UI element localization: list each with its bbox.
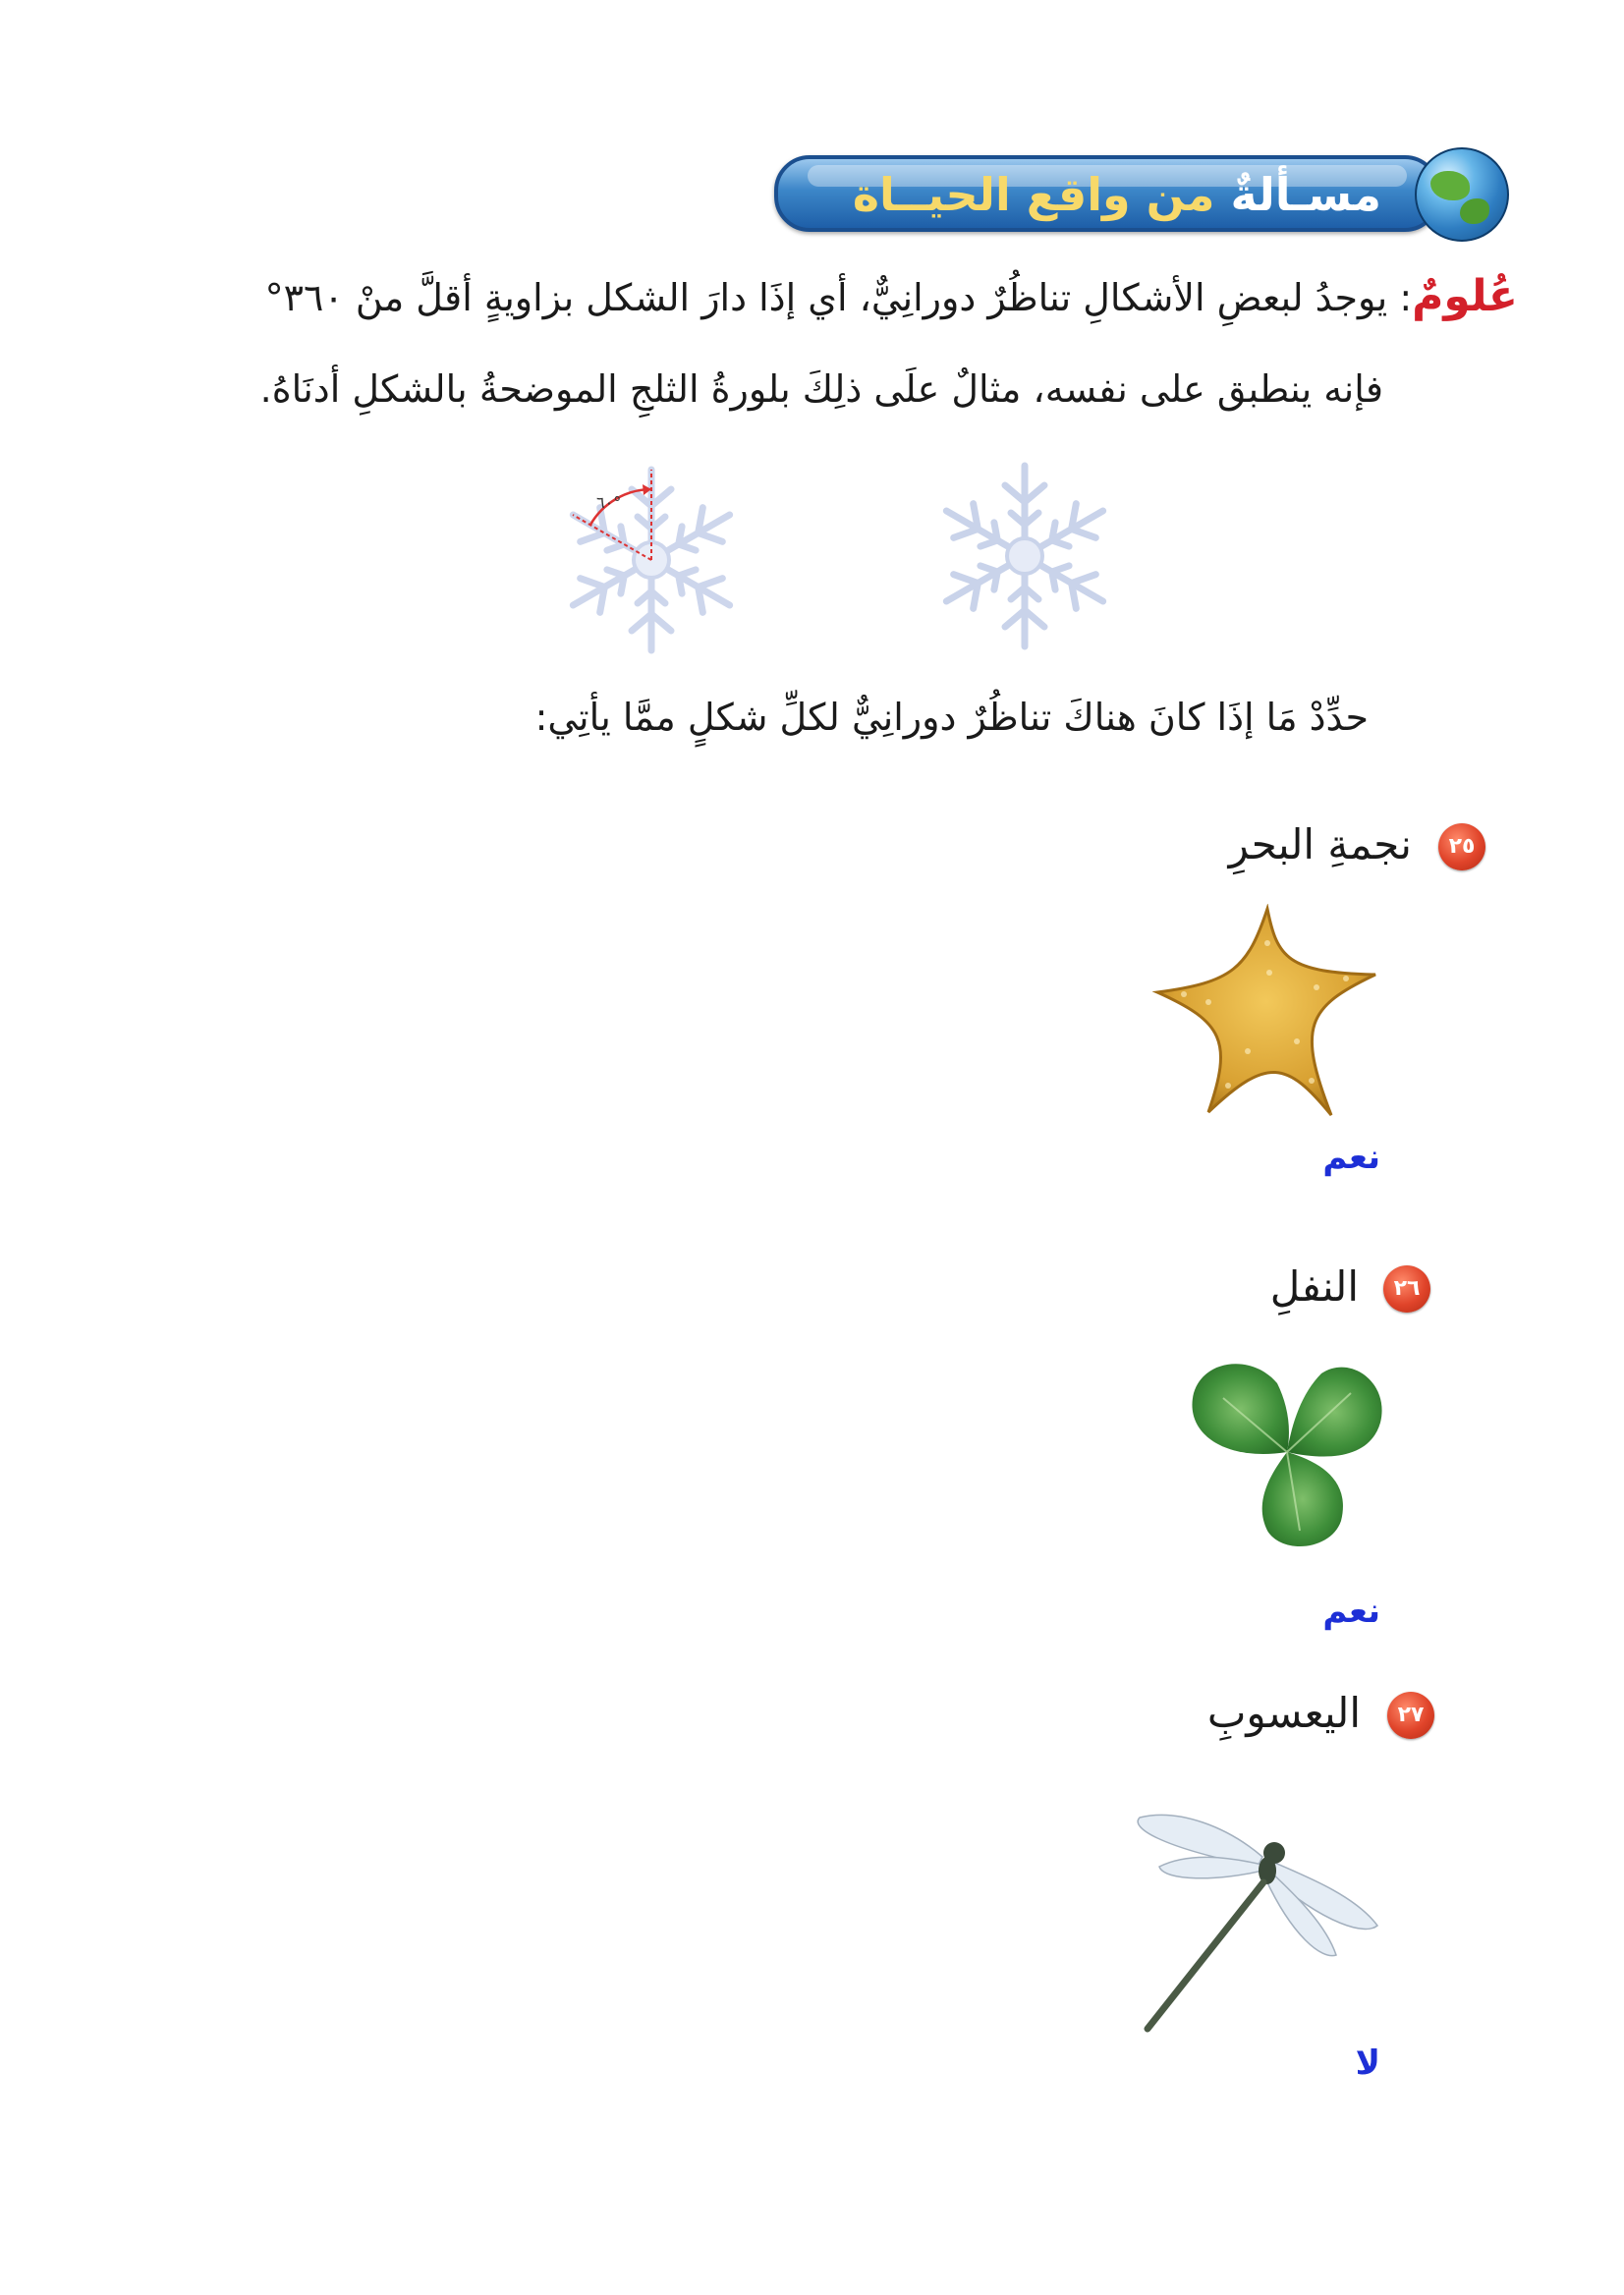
answer-text: نعم	[1322, 1592, 1380, 1631]
snowflake-rotated-image	[553, 462, 750, 658]
angle-label: ٦٠°	[596, 493, 622, 512]
science-keyword: عُلومٌ	[1412, 271, 1518, 321]
exercise-number-badge: ٢٥	[1438, 823, 1485, 870]
globe-icon	[1415, 147, 1509, 242]
answer-text: نعم	[1322, 1138, 1380, 1177]
exercise-number-badge: ٢٦	[1383, 1265, 1430, 1313]
section-banner	[764, 147, 1509, 238]
banner-title-part2: من واقع الحيــاة	[852, 168, 1215, 221]
clover-leaf-image	[1184, 1354, 1390, 1550]
intro-line-2: فإنه ينطبق على نفسه، مثالٌ علَى ذلِكَ بلورةُ الثلجِ الموضحةُ بالشكلِ أدنَاهُ.	[259, 367, 1383, 411]
snowflake-image	[926, 458, 1123, 654]
dragonfly-image	[1120, 1788, 1385, 2034]
banner-title	[853, 165, 1381, 224]
exercise-label: اليعسوبِ	[1206, 1689, 1361, 1737]
intro-line-1-text: : يوجدُ لبعضِ الأشكالِ تناظُرٌ دورانِيٌّ، أي إذَا دارَ الشكل بزاويةٍ أقلَّ منْ ٣٦٠°	[264, 276, 1413, 319]
exercise-label: النفلِ	[1269, 1262, 1359, 1311]
exercise-label: نجمةِ البحرِ	[1228, 820, 1412, 868]
banner-title-part1: مسـألةٌ	[1230, 168, 1381, 221]
instruction-text: حدِّدْ مَا إذَا كانَ هناكَ تناظُرٌ دورانِيٌّ لكلِّ شكلٍ ممَّا يأتِي:	[534, 696, 1369, 739]
intro-line-1	[201, 267, 1518, 327]
exercise-number-badge: ٢٧	[1387, 1692, 1434, 1739]
starfish-image	[1149, 904, 1385, 1120]
answer-text: لا	[1355, 2043, 1380, 2083]
